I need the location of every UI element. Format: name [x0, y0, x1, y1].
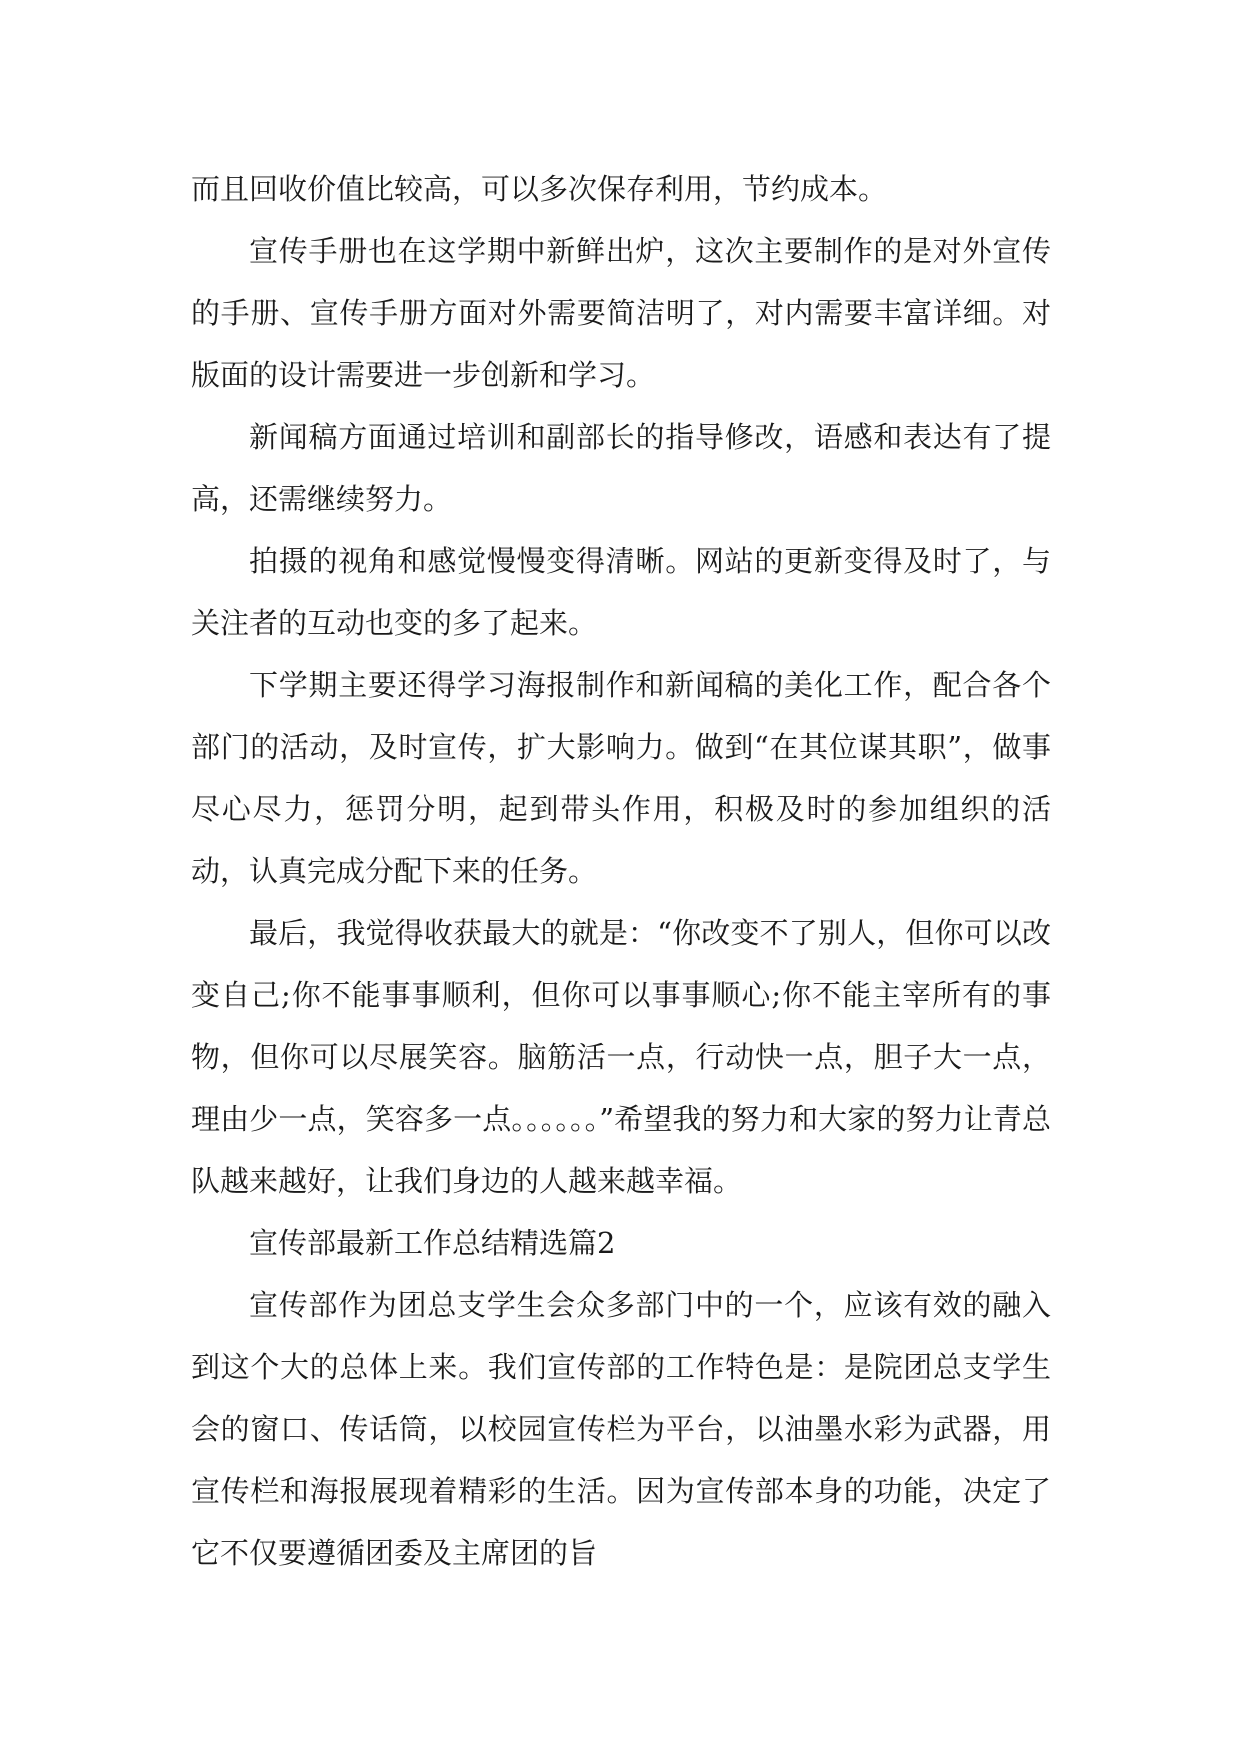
paragraph-brochure: 宣传手册也在这学期中新鲜出炉，这次主要制作的是对外宣传的手册、宣传手册方面对外需要简洁明了，对内需要丰富详细。对版面的设计需要进一步创新和学习。	[191, 234, 1051, 392]
section-heading: 宣传部最新工作总结精选篇2	[249, 1226, 616, 1260]
paragraph-conclusion: 最后，我觉得收获最大的就是：“你改变不了别人，但你可以改变自己;你不能事事顺利，但你可以事事顺心;你不能主宰所有的事物，但你可以尽展笑容。脑筋活一点，行动快一点，胆子大一点，理由少一点，笑容多一点。。。。。。”希望我的努力和大家的努力让青总队越来越好，让我们身边的人越来越幸福。	[191, 916, 1051, 1198]
paragraph-department-role: 宣传部作为团总支学生会众多部门中的一个，应该有效的融入到这个大的总体上来。我们宣传部的工作特色是：是院团总支学生会的窗口、传话筒，以校园宣传栏为平台，以油墨水彩为武器，用宣传栏和海报展现着精彩的生活。因为宣传部本身的功能，决定了它不仅要遵循团委及主席团的旨	[191, 1288, 1051, 1570]
paragraph-next-semester: 下学期主要还得学习海报制作和新闻稿的美化工作，配合各个部门的活动，及时宣传，扩大影响力。做到“在其位谋其职”，做事尽心尽力，惩罚分明，起到带头作用，积极及时的参加组织的活动，认真完成分配下来的任务。	[191, 668, 1051, 888]
paragraph-photography: 拍摄的视角和感觉慢慢变得清晰。网站的更新变得及时了，与关注者的互动也变的多了起来。	[191, 544, 1051, 640]
paragraph-news-draft: 新闻稿方面通过培训和副部长的指导修改，语感和表达有了提高，还需继续努力。	[191, 420, 1051, 516]
document-body	[191, 158, 1051, 1584]
paragraph-continuation: 而且回收价值比较高，可以多次保存利用，节约成本。	[191, 172, 888, 206]
